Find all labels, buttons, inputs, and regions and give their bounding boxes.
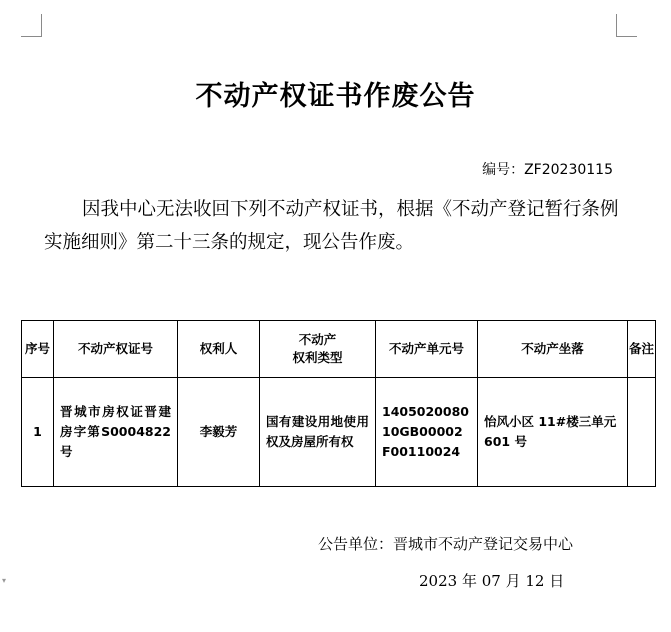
cell-remark	[628, 378, 656, 487]
page-corner-mark-top-right	[616, 14, 637, 37]
announcement-text: 因我中心无法收回下列不动产权证书，根据《不动产登记暂行条例实施细则》第二十三条的规定，现公告作废。	[44, 199, 619, 253]
table-header-row	[22, 321, 656, 378]
cell-location: 怡风小区 11#楼三单元 601 号	[478, 378, 628, 487]
header-cert-no: 不动产权证号	[54, 321, 178, 378]
notice-unit: 公告单位：晋城市不动产登记交易中心	[318, 535, 574, 553]
header-right-type-line1: 不动产	[298, 332, 337, 347]
header-owner: 权利人	[178, 321, 260, 378]
cell-right-type: 国有建设用地使用权及房屋所有权	[260, 378, 376, 487]
table-row	[22, 378, 656, 487]
cell-owner: 李毅芳	[178, 378, 260, 487]
header-seq: 序号	[22, 321, 54, 378]
notice-date: 2023 年 07 月 12 日	[419, 572, 565, 590]
header-right-type	[260, 321, 376, 378]
cell-unit-no: 140502008010GB00002F00110024	[376, 378, 478, 487]
certificate-table	[21, 320, 656, 487]
page-title: 不动产权证书作废公告	[195, 81, 476, 112]
announcement-paragraph	[44, 193, 622, 259]
page-corner-mark-top-left	[21, 14, 42, 37]
header-right-type-line2: 权利类型	[292, 350, 343, 365]
header-unit-no: 不动产单元号	[376, 321, 478, 378]
header-remark: 备注	[628, 321, 656, 378]
cell-cert-no: 晋城市房权证晋建房字第S0004822号	[54, 378, 178, 487]
header-location: 不动产坐落	[478, 321, 628, 378]
cell-seq: 1	[22, 378, 54, 487]
document-number: 编号：ZF20230115	[482, 162, 613, 178]
margin-marker-icon: ▾	[2, 576, 7, 585]
